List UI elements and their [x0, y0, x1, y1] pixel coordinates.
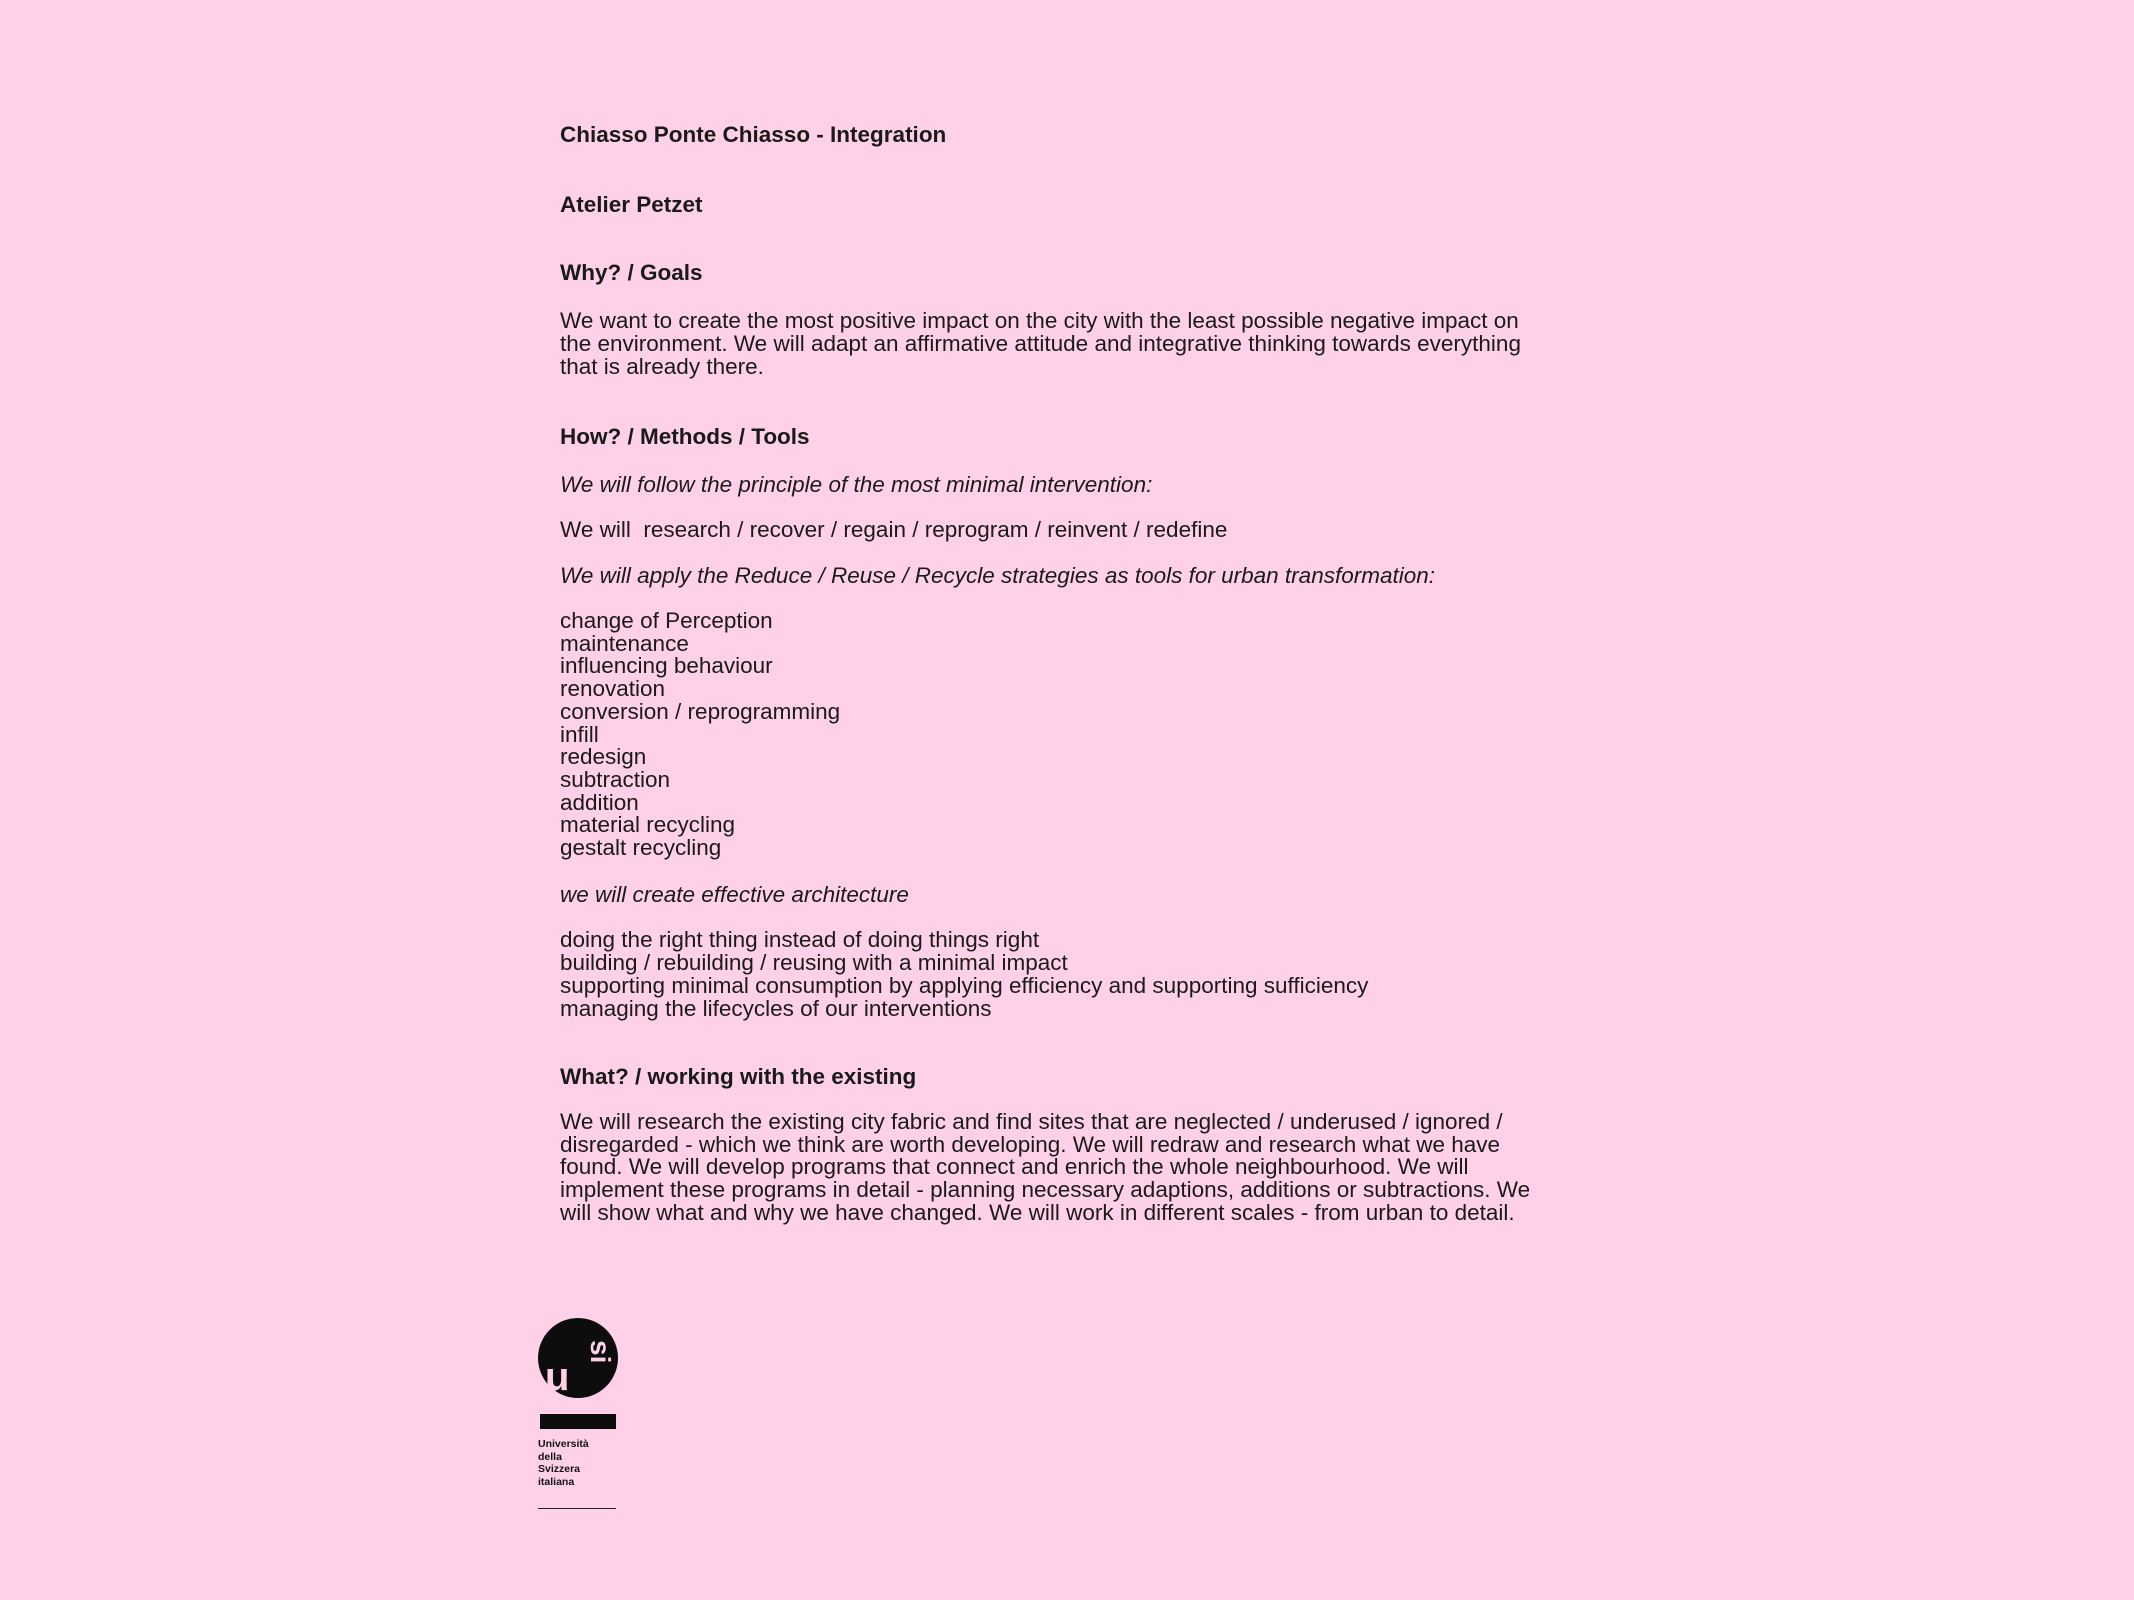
- logo-line: Università: [538, 1438, 589, 1450]
- document-body: [560, 124, 1580, 1225]
- paragraph-line: disregarded - which we think are worth developing. We will redraw and research what we have: [560, 1131, 1501, 1157]
- paragraph-line: We will research the existing city fabric and find sites that are neglected / underused / ignored /: [560, 1108, 1503, 1134]
- logo-mark-si: si: [585, 1340, 616, 1364]
- list-item: material recycling: [560, 812, 736, 838]
- list-item: influencing behaviour: [560, 653, 773, 679]
- what-heading: What? / working with the existing: [560, 1064, 917, 1090]
- goals-paragraph: [560, 310, 1580, 378]
- how-intro-minimal: We will follow the principle of the most minimal intervention:: [560, 471, 1153, 497]
- paragraph-line: found. We will develop programs that connect and enrich the whole neighbourhood. We will: [560, 1154, 1469, 1180]
- paragraph-line: will show what and why we have changed. We will work in different scales - from urban to detail.: [560, 1199, 1515, 1225]
- list-item: redesign: [560, 744, 647, 770]
- logo-line: Svizzera: [538, 1463, 581, 1475]
- paragraph-line: We want to create the most positive impact on the city with the least possible negative impact on: [560, 308, 1519, 334]
- paragraph-line: the environment. We will adapt an affirmative attitude and integrative thinking towards everything: [560, 330, 1521, 356]
- list-item: infill: [560, 721, 599, 747]
- logo-line: della: [538, 1450, 562, 1463]
- how-actions-line: We will research / recover / regain / reprogram / reinvent / redefine: [560, 516, 1228, 542]
- how-intro-architecture: we will create effective architecture: [560, 881, 909, 907]
- logo-mark-u: u: [545, 1355, 570, 1399]
- list-item: gestalt recycling: [560, 835, 722, 861]
- usi-logo-icon: [538, 1318, 618, 1432]
- list-item: renovation: [560, 676, 666, 702]
- what-paragraph: [560, 1108, 1580, 1225]
- list-item: managing the lifecycles of our interventions: [560, 995, 992, 1021]
- list-item: subtraction: [560, 766, 671, 792]
- list-item: doing the right thing instead of doing things right: [560, 927, 1040, 953]
- how-heading: How? / Methods / Tools: [560, 424, 810, 450]
- list-item: addition: [560, 789, 639, 815]
- list-item: supporting minimal consumption by applying efficiency and supporting sufficiency: [560, 972, 1369, 998]
- paragraph-line: that is already there.: [560, 353, 764, 379]
- list-item: building / rebuilding / reusing with a minimal impact: [560, 950, 1068, 976]
- list-item: maintenance: [560, 630, 689, 656]
- logo-line: italiana: [538, 1475, 575, 1488]
- logo-divider: [538, 1508, 616, 1509]
- logo-wordmark: [538, 1438, 618, 1488]
- document-subtitle: Atelier Petzet: [560, 191, 703, 217]
- list-item: change of Perception: [560, 608, 773, 634]
- list-item: conversion / reprogramming: [560, 698, 841, 724]
- document-title: Chiasso Ponte Chiasso - Integration: [560, 122, 947, 147]
- principles-list: [560, 929, 1580, 1020]
- usi-logo: [538, 1318, 618, 1509]
- how-intro-strategies: We will apply the Reduce / Reuse / Recycle strategies as tools for urban transformation:: [560, 563, 1435, 589]
- goals-heading: Why? / Goals: [560, 260, 703, 286]
- strategies-list: [560, 610, 1580, 860]
- paragraph-line: implement these programs in detail - planning necessary adaptions, additions or subtractions. We: [560, 1177, 1531, 1203]
